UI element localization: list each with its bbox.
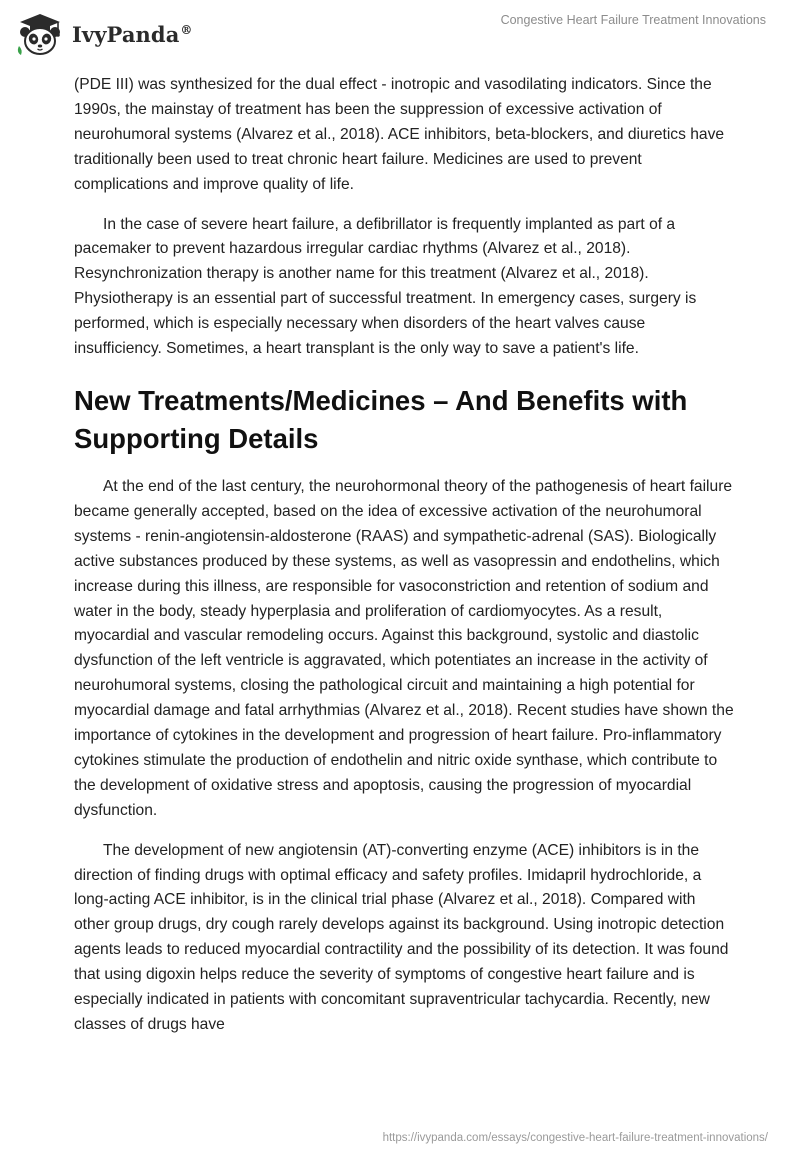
document-title: Congestive Heart Failure Treatment Innovations — [500, 13, 766, 27]
panda-graduate-icon — [14, 10, 66, 58]
paragraph-neurohormonal-theory: At the end of the last century, the neurohormonal theory of the pathogenesis of heart failure became generally accepted, based on the idea of excessive activation of the neurohumoral systems - renin-angiotensin-aldosterone (RAAS) and sympathetic-adrenal (SAS). Biologically active substances produced by these systems, as well as vasopressin and endothelins, which increase during this illness, are responsible for vasoconstriction and retention of sodium and water in the body, steady hyperplasia and proliferation of cardiomyocytes. As a result, myocardial and vascular remodeling occurs. Against this background, systolic and diastolic dysfunction of the left ventricle is aggravated, which potentiates an increase in the activity of neurohumoral systems, closing the pathological circuit and maintaining a high potential for myocardial damage and fatal arrhythmias (Alvarez et al., 2018). Recent studies have shown the importance of cytokines in the development and progression of heart failure. Pro-inflammatory cytokines stimulate the production of endothelin and nitric oxide synthase, which contribute to the development of oxidative stress and apoptosis, causing the progression of myocardial dysfunction. — [74, 477, 734, 819]
essay-content — [74, 73, 734, 1038]
paragraph-ace-inhibitors: The development of new angiotensin (AT)-converting enzyme (ACE) inhibitors is in the direction of finding drugs with optimal efficacy and safety profiles. Imidapril hydrochloride, a long-acting ACE inhibitor, is in the clinical trial phase (Alvarez et al., 2018). Compared with other group drugs, dry cough rarely develops against its background. Using inotropic detection agents leads to reduced myocardial contractility and the possibility of its detection. It was found that using digoxin helps reduce the severity of symptoms of congestive heart failure and is especially indicated in patients with concomitant supraventricular tachycardia. Recently, new classes of drugs have — [74, 841, 729, 1033]
logo-wordmark: IvyPanda® — [72, 21, 193, 47]
paragraph-continued: (PDE III) was synthesized for the dual effect - inotropic and vasodilating indicators. Since the 1990s, the mainstay of treatment has been the suppression of excessive activation of neurohumoral systems (Alvarez et al., 2018). ACE inhibitors, beta-blockers, and diuretics have traditionally been used to treat chronic heart failure. Medicines are used to prevent complications and improve quality of life. — [74, 76, 725, 193]
source-url[interactable]: https://ivypanda.com/essays/congestive-heart-failure-treatment-innovations/ — [382, 1132, 768, 1144]
page-header — [0, 0, 800, 66]
logo[interactable] — [14, 10, 193, 58]
paragraph-defibrillator: In the case of severe heart failure, a defibrillator is frequently implanted as part of a pacemaker to prevent hazardous irregular cardiac rhythms (Alvarez et al., 2018). Resynchronization therapy is another name for this treatment (Alvarez et al., 2018). Physiotherapy is an essential part of successful treatment. In emergency cases, surgery is performed, which is especially necessary when disorders of the heart valves cause insufficiency. Sometimes, a heart transplant is the only way to save a patient's life. — [74, 215, 697, 358]
section-heading: New Treatments/Medicines – And Benefits with Supporting Details — [74, 384, 688, 454]
